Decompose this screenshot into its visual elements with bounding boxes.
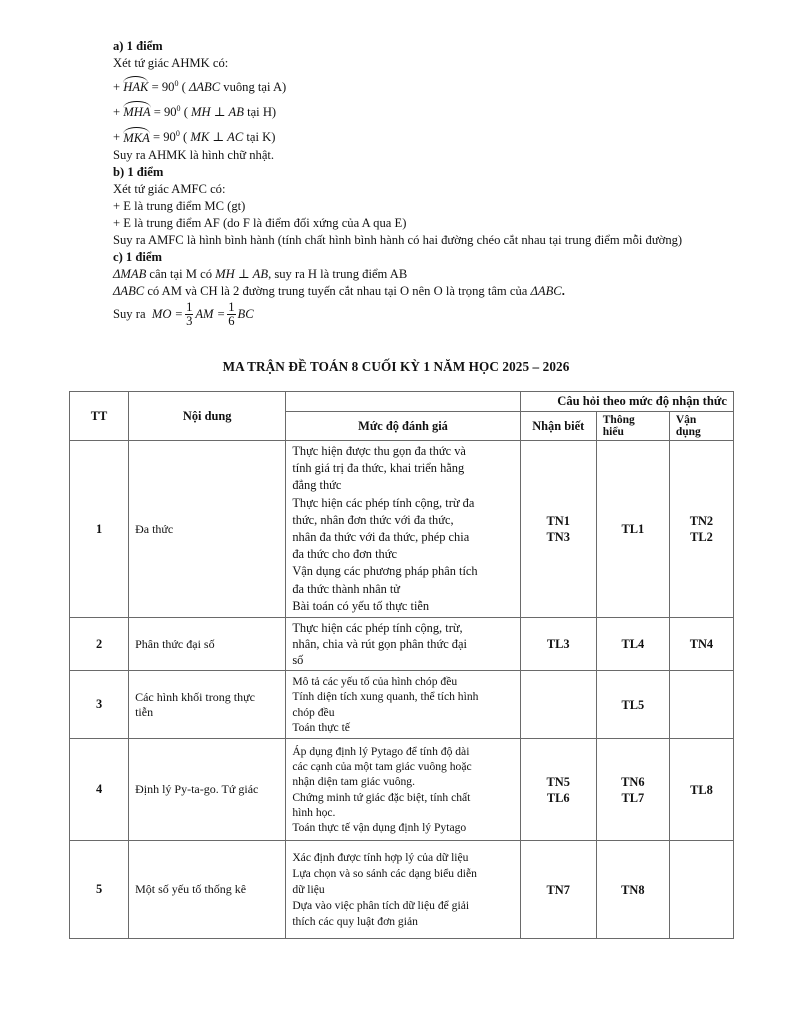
question-code: TN4 [689, 637, 714, 652]
part-b-item: + E là trung điểm MC (gt) [113, 198, 246, 213]
math-expression: ΔMAB [113, 266, 147, 281]
cell-nhan-biet [520, 441, 596, 618]
fraction-one-third [185, 301, 193, 328]
part-c-heading: c) 1 điểm [113, 249, 162, 264]
period: . [561, 283, 565, 298]
math-expression: AM = [195, 307, 226, 322]
muc-do-line: Thực hiện các phép tính cộng, trừ, [292, 621, 463, 636]
muc-do-line: Tính diện tích xung quanh, thể tích hình [292, 690, 479, 704]
reason-text: tại K) [243, 130, 276, 145]
cell-tt: 3 [70, 671, 129, 739]
question-code: TL8 [690, 782, 713, 797]
table-row [70, 441, 734, 618]
part-a-conclusion: Suy ra AHMK là hình chữ nhật. [113, 147, 275, 162]
matrix-table [69, 391, 734, 939]
table-row [70, 739, 734, 841]
cell-muc-do [286, 618, 520, 671]
question-code: TN2 [689, 514, 714, 529]
part-a-heading: a) 1 điểm [113, 39, 163, 53]
reason-text: tại H) [243, 105, 277, 120]
math-expression: MK ⊥ AC [190, 130, 244, 145]
cell-nhan-biet [520, 841, 596, 939]
cell-tt: 1 [70, 441, 129, 618]
angle-mha: MHA [123, 105, 151, 120]
part-c-line-2 [113, 283, 733, 300]
cell-nhan-biet [520, 618, 596, 671]
part-b-heading: b) 1 điểm [113, 164, 164, 179]
math-expression: ΔABC [188, 80, 221, 95]
part-a-intro: Xét tứ giác AHMK có: [113, 56, 229, 70]
cell-muc-do [286, 441, 520, 618]
question-code: TN3 [546, 530, 570, 545]
question-code: TN8 [621, 882, 645, 897]
question-code: TN1 [546, 514, 570, 529]
header-tt: TT [70, 392, 129, 441]
item-prefix: + [113, 80, 124, 95]
muc-do-line: Áp dụng định lý Pytago để tính độ dài [292, 745, 470, 759]
part-a-item [113, 125, 733, 146]
muc-do-line: Vận dụng các phương pháp phân tích [292, 564, 478, 579]
cell-nhan-biet [520, 739, 596, 841]
cell-noi-dung: Đa thức [129, 441, 286, 618]
header-nhan-biet: Nhận biết [520, 412, 596, 441]
muc-do-line: chóp đều [292, 705, 335, 719]
math-expression: BC [237, 307, 254, 322]
degree-mark: 0 [174, 79, 179, 88]
part-b-intro: Xét tứ giác AMFC có: [113, 181, 226, 196]
header-line: hiểu [602, 426, 624, 438]
cell-thong-hieu [596, 441, 669, 618]
question-code: TL2 [690, 530, 713, 545]
solution-section [113, 38, 733, 330]
angle-mka: MKA [123, 130, 150, 145]
cell-van-dung [669, 841, 733, 939]
muc-do-line: Mô tả các yếu tố của hình chóp đều [292, 675, 458, 689]
cell-thong-hieu [596, 618, 669, 671]
fraction-one-sixth [227, 301, 235, 328]
header-line: Thông [602, 414, 635, 426]
muc-do-line: đa thức thành nhân tử [292, 581, 401, 596]
muc-do-line: đa thức cho đơn thức [292, 547, 397, 562]
cell-van-dung [669, 618, 733, 671]
math-expression: ΔABC [530, 283, 562, 298]
degree-mark: 0 [176, 104, 181, 114]
cell-noi-dung: Định lý Py-ta-go. Tứ giác [129, 739, 286, 841]
question-code: TL6 [546, 790, 570, 805]
header-muc-do: Mức độ đánh giá [286, 412, 520, 441]
question-code: TN7 [546, 882, 570, 897]
cell-nhan-biet [520, 671, 596, 739]
numerator: 1 [186, 300, 193, 315]
paren-open: ( [179, 130, 191, 145]
denominator: 3 [186, 314, 193, 329]
muc-do-line: Thực hiện được thu gọn đa thức và [292, 444, 466, 458]
equals-text: = 90 [148, 80, 175, 95]
text-fragment: có AM và CH là 2 đường trung tuyến cắt nhau tại O nên O là trọng tâm của [144, 283, 531, 298]
muc-do-line: số [292, 653, 304, 668]
cell-van-dung [669, 671, 733, 739]
cell-noi-dung: Một số yếu tố thống kê [129, 841, 286, 939]
item-prefix: + [113, 130, 124, 145]
cell-muc-do [286, 671, 520, 739]
part-c-line-1 [113, 266, 733, 283]
equals-text: = 90 [149, 130, 176, 145]
muc-do-line: tính giá trị đa thức, khai triển hằng [292, 461, 465, 476]
item-prefix: + [113, 105, 124, 120]
math-expression: MO = [151, 307, 184, 322]
muc-do-line: Chứng minh tứ giác đặc biệt, tính chất [292, 790, 471, 804]
text-fragment: Suy ra [113, 307, 152, 322]
header-line: dụng [675, 426, 701, 438]
text-fragment: , suy ra H là trung điểm AB [268, 266, 408, 281]
header-thong-hieu [596, 412, 669, 441]
header-noi-dung: Nội dung [129, 392, 286, 441]
question-code: TL4 [621, 637, 645, 652]
part-b-item: + E là trung điểm AF (do F là điểm đối xứng của A qua E) [113, 215, 407, 230]
equals-text: = 90 [150, 105, 177, 120]
part-b-conclusion: Suy ra AMFC là hình bình hành (tính chất hình bình hành có hai đường chéo cắt nhau tại trung điểm mỗi đường) [113, 232, 683, 247]
cell-tt: 4 [70, 739, 129, 841]
math-expression: MH ⊥ AB [191, 105, 244, 120]
text-fragment: cân tại M có [146, 266, 216, 281]
muc-do-line: nhận diện tam giác vuông. [292, 775, 415, 789]
cell-thong-hieu [596, 841, 669, 939]
muc-do-line: hình học. [292, 805, 336, 819]
part-a-item [113, 75, 733, 96]
matrix-title: MA TRẬN ĐỀ TOÁN 8 CUỐI KỲ 1 NĂM HỌC 2025 – 2026 [222, 359, 570, 374]
math-expression: MH ⊥ AB [215, 266, 269, 281]
reason-text: vuông tại A) [220, 80, 287, 95]
numerator: 1 [228, 300, 235, 315]
muc-do-line: Lựa chọn và so sánh các dạng biểu diễn [292, 866, 477, 880]
degree-mark: 0 [175, 129, 180, 139]
header-group: Câu hỏi theo mức độ nhận thức [520, 392, 733, 412]
cell-noi-dung: Các hình khối trong thực tiễn [129, 671, 286, 739]
cell-van-dung [669, 441, 733, 618]
question-code: TL7 [621, 790, 645, 805]
paren-open: ( [178, 80, 189, 95]
part-c-line-3 [113, 300, 733, 330]
question-code: TN6 [621, 774, 645, 789]
cell-thong-hieu [596, 739, 669, 841]
table-row [70, 841, 734, 939]
muc-do-line: Toán thực tế [292, 720, 350, 734]
header-line: Vận [675, 414, 697, 426]
muc-do-line: thích các quy luật đơn giản [292, 914, 418, 928]
question-code: TL3 [546, 637, 570, 652]
muc-do-line: Toán thực tế vận dụng định lý Pytago [292, 821, 467, 835]
cell-thong-hieu [596, 671, 669, 739]
cell-tt: 5 [70, 841, 129, 939]
table-row [70, 618, 734, 671]
cell-noi-dung: Phân thức đại số [129, 618, 286, 671]
cell-tt: 2 [70, 618, 129, 671]
cell-muc-do [286, 841, 520, 939]
muc-do-line: Xác định được tính hợp lý của dữ liệu [292, 850, 469, 864]
muc-do-line: Bài toán có yếu tố thực tiễn [292, 598, 430, 613]
header-van-dung [669, 412, 733, 441]
muc-do-line: dữ liệu [292, 882, 325, 896]
header-blank [286, 392, 520, 412]
muc-do-line: nhân đa thức với đa thức, phép chia [292, 530, 470, 545]
muc-do-line: Thực hiện các phép tính cộng, trừ đa [292, 495, 475, 510]
cell-muc-do [286, 739, 520, 841]
cell-van-dung [669, 739, 733, 841]
paren-open: ( [180, 105, 192, 120]
question-code: TL1 [621, 522, 645, 537]
muc-do-line: các cạnh của một tam giác vuông hoặc [292, 760, 472, 774]
muc-do-line: Dựa vào việc phân tích dữ liệu để giải [292, 898, 470, 912]
denominator: 6 [228, 314, 235, 329]
part-a-item [113, 100, 733, 121]
angle-hak: HAK [123, 80, 149, 95]
header-row [70, 392, 734, 412]
question-code: TN5 [546, 774, 570, 789]
table-row [70, 671, 734, 739]
muc-do-line: nhân, chia và rút gọn phân thức đại [292, 637, 467, 652]
math-expression: ΔABC [113, 283, 145, 298]
muc-do-line: đẳng thức [292, 478, 342, 493]
muc-do-line: thức, nhân đơn thức với đa thức, [292, 512, 454, 527]
question-code: TL5 [621, 697, 645, 712]
